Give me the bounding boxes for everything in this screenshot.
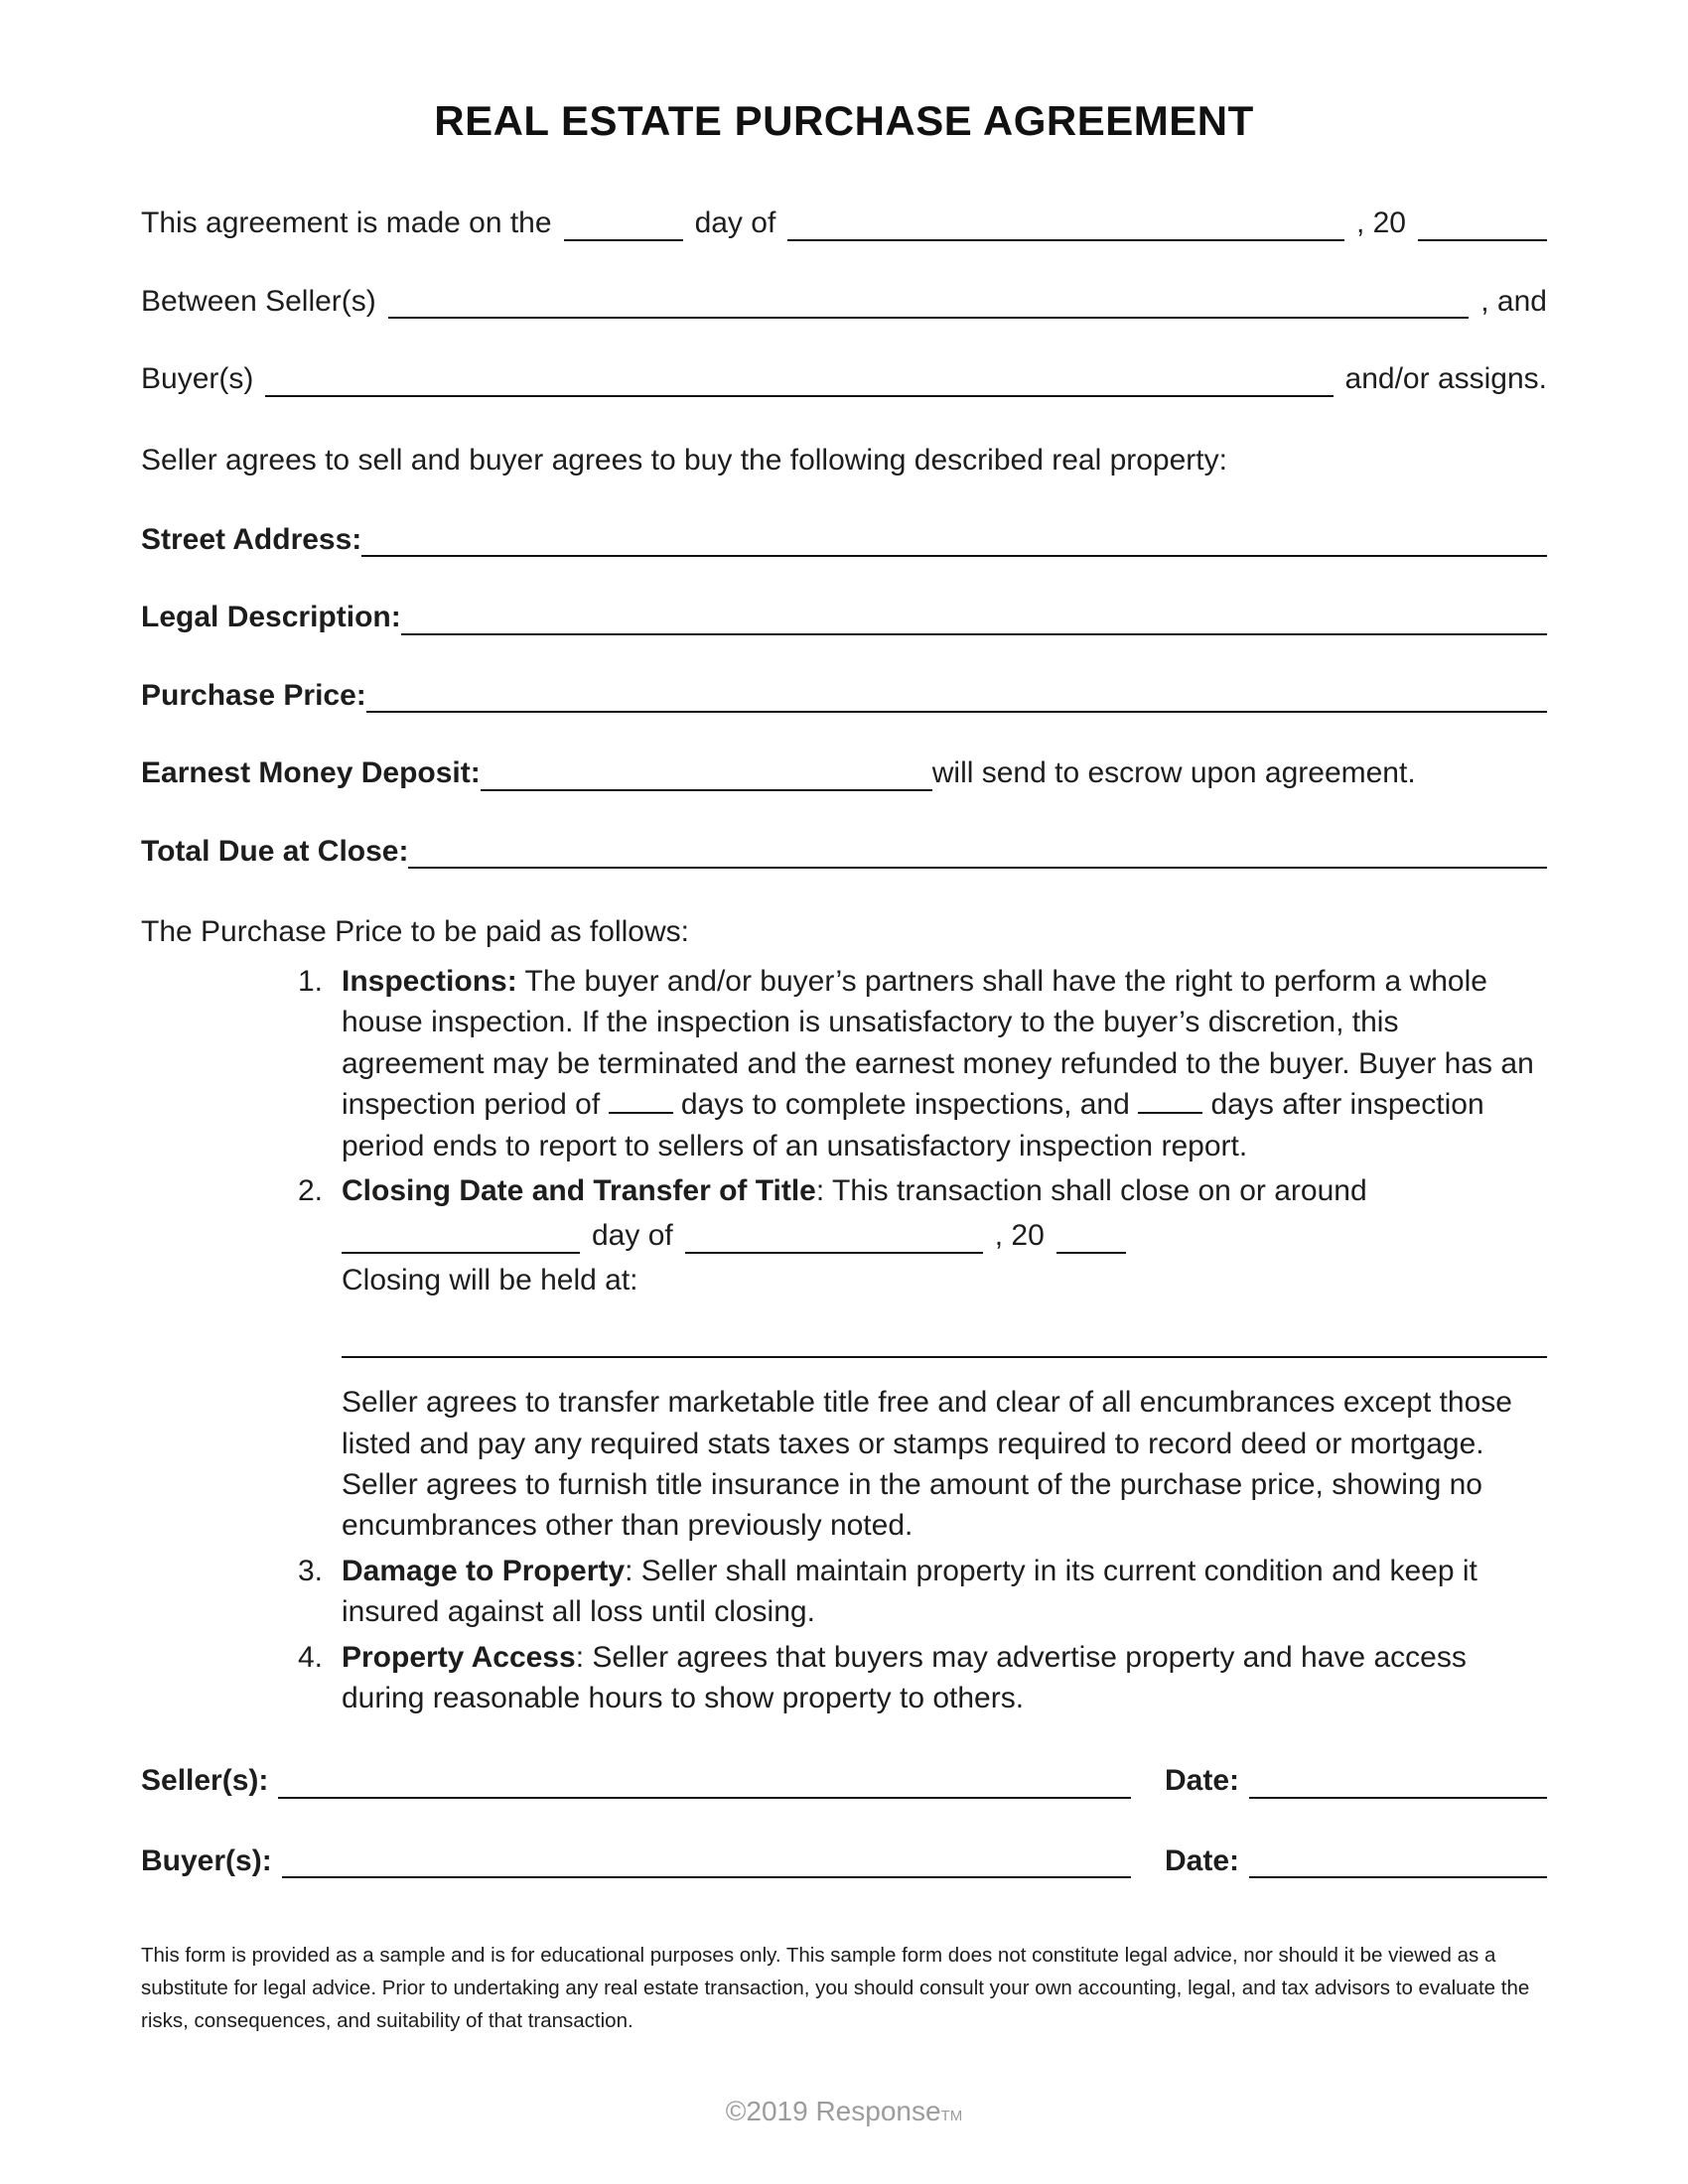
item2-bold-lead: Closing Date and Transfer of Title <box>342 1173 816 1207</box>
earnest-money-suffix-text: will send to escrow upon agreement. <box>931 756 1416 789</box>
item2-number: 2. <box>298 1173 324 1207</box>
purchase-price-label: Purchase Price: <box>141 678 366 712</box>
between-sellers-text: Between Seller(s) <box>141 284 376 318</box>
item3-number: 3. <box>298 1554 324 1587</box>
blank-closing-location[interactable] <box>342 1356 1547 1358</box>
sellers-signature-label: Seller(s): <box>141 1764 269 1798</box>
item2-day-of-text: day of <box>592 1219 673 1253</box>
term-item-inspections <box>298 961 1547 1166</box>
seller-date-label: Date: <box>1164 1764 1239 1798</box>
blank-earnest-money[interactable] <box>481 788 932 791</box>
item3-text: : Seller shall maintain property in its current condition and keep it insured against all loss until closing. <box>342 1554 1477 1629</box>
item1-text-2: days to complete inspections, and <box>680 1088 1130 1122</box>
blank-closing-year[interactable] <box>1056 1250 1126 1254</box>
blank-purchase-price[interactable] <box>366 710 1547 713</box>
blank-sellers[interactable] <box>388 316 1470 319</box>
item4-text: : Seller agrees that buyers may advertise property and have access during reasonable hours to show property to others. <box>342 1640 1467 1714</box>
assigns-suffix-text: and/or assigns. <box>1344 362 1547 395</box>
blank-buyers[interactable] <box>265 394 1333 397</box>
blank-agreement-year[interactable] <box>1418 238 1547 241</box>
blank-total-due[interactable] <box>408 866 1547 869</box>
field-earnest-money <box>141 756 1547 791</box>
buyer-signature-row <box>141 1844 1547 1879</box>
item4-number: 4. <box>298 1640 324 1674</box>
field-legal-description <box>141 601 1547 635</box>
blank-agreement-day[interactable] <box>564 238 683 241</box>
blank-closing-month[interactable] <box>685 1250 983 1254</box>
copyright-line <box>141 2096 1547 2127</box>
blank-buyer-signature[interactable] <box>282 1875 1131 1878</box>
item4-body <box>342 1637 1547 1719</box>
item1-body <box>342 961 1547 1166</box>
terms-list <box>298 961 1547 1718</box>
earnest-money-label: Earnest Money Deposit: <box>141 756 481 789</box>
blank-inspection-days[interactable] <box>609 1110 673 1114</box>
blank-buyer-date[interactable] <box>1249 1875 1547 1878</box>
legal-description-label: Legal Description: <box>141 601 401 633</box>
item1-text-1: The buyer and/or buyer’s partners shall have the right to perform a whole house inspection. If the inspection is unsatisfactory to the buyer’s discretion, this agreement may be terminated and the earnest money refunded to the buyer. Buyer has an inspection period of <box>342 965 1534 1122</box>
street-address-label: Street Address: <box>141 522 362 556</box>
page-title: REAL ESTATE PURCHASE AGREEMENT <box>434 97 1254 144</box>
blank-agreement-month[interactable] <box>787 238 1344 241</box>
term-item-access <box>298 1637 1547 1719</box>
field-total-due <box>141 835 1547 870</box>
trademark-text: TM <box>940 2107 963 2124</box>
buyer-date-label: Date: <box>1164 1843 1239 1877</box>
item2-body <box>342 1170 1547 1547</box>
blank-street-address[interactable] <box>361 554 1547 557</box>
intro-line-sellers <box>141 285 1547 320</box>
buyers-text: Buyer(s) <box>141 362 254 395</box>
item2-year-prefix-text: , 20 <box>994 1219 1045 1253</box>
buyers-signature-label: Buyer(s): <box>141 1843 272 1877</box>
blank-seller-date[interactable] <box>1249 1796 1547 1799</box>
blank-closing-day[interactable] <box>342 1250 580 1254</box>
item3-body <box>342 1551 1547 1633</box>
blank-seller-signature[interactable] <box>278 1796 1131 1799</box>
terms-lead-text: The Purchase Price to be paid as follows: <box>141 915 689 948</box>
legal-disclaimer-text: This form is provided as a sample and is for educational purposes only. This sample form does not constitute legal advice, nor should it be viewed as a substitute for legal advice. Prior to undertaking any real estate transaction, you should consult your own accounting, legal, and tax advisors to evaluate the risks, consequences, and suitability of that transaction. <box>141 1944 1530 2032</box>
seller-signature-row <box>141 1764 1547 1799</box>
item1-number: 1. <box>298 965 324 998</box>
term-item-closing <box>298 1170 1547 1547</box>
intro-made-on-text: This agreement is made on the <box>141 206 552 239</box>
intro-line-buyers <box>141 362 1547 397</box>
item2-title-paragraph: Seller agrees to transfer marketable title free and clear of all encumbrances except those listed and pay any required stats taxes or stamps required to record deed or mortgage. Seller agrees to furnish title insurance in the amount of the purchase price, showing no encumbrances other than previously noted. <box>342 1386 1512 1543</box>
item1-bold-lead: Inspections: <box>342 965 517 998</box>
item4-bold-lead: Property Access <box>342 1640 576 1674</box>
copyright-text: ©2019 Response <box>725 2095 941 2126</box>
blank-report-days[interactable] <box>1138 1110 1202 1114</box>
term-item-damage <box>298 1551 1547 1633</box>
signature-section <box>141 1764 1547 1878</box>
item2-held-at-text: Closing will be held at: <box>342 1263 638 1297</box>
intro-day-of-text: day of <box>694 206 776 239</box>
item3-bold-lead: Damage to Property <box>342 1554 626 1587</box>
item2-date-line <box>342 1219 1547 1254</box>
item2-heading <box>342 1170 1547 1211</box>
blank-legal-description[interactable] <box>401 632 1547 635</box>
intro-line-date <box>141 206 1547 241</box>
total-due-label: Total Due at Close: <box>141 834 409 868</box>
field-purchase-price <box>141 679 1547 714</box>
field-street-address <box>141 523 1547 558</box>
item2-text-1: : This transaction shall close on or around <box>815 1173 1367 1207</box>
and-suffix-text: , and <box>1480 284 1547 318</box>
intro-year-prefix-text: , 20 <box>1355 206 1406 239</box>
property-lead-text: Seller agrees to sell and buyer agrees to buy the following described real property: <box>141 443 1227 477</box>
item1-text-3: days after inspection period ends to report to sellers of an unsatisfactory inspection report. <box>342 1088 1484 1162</box>
